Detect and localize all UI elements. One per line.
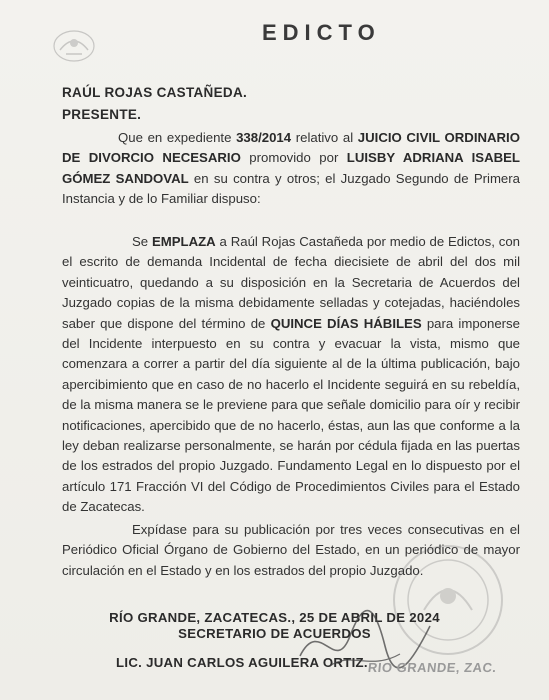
coat-of-arms-seal [52,28,96,64]
stamp-text: RIO GRANDE, ZAC. [367,660,498,675]
trial-type: JUICIO CIVIL ORDINARIO DE DIVORCIO NECESARIO [62,130,520,166]
place-and-date: RÍO GRANDE, ZACATECAS., 25 DE ABRIL DE 2024 [109,610,440,625]
addressee-salutation: PRESENTE. [62,107,142,122]
addressee-block [62,82,247,126]
paragraph-case-intro: Que en expediente 338/2014 relativo al JUICIO CIVIL ORDINARIO DE DIVORCIO NECESARIO promovido por LUISBY ADRIANA ISABEL GÓMEZ SANDOVAL en su contra y otros; el Juzgado Segundo de Primera Instancia y de lo Familiar dispuso: [62,130,520,207]
signer-name: LIC. JUAN CARLOS AGUILERA ORTIZ. [116,655,368,670]
paragraph-publication: Expídase para su publicación por tres veces consecutivas en el Periódico Oficial Órgano de Gobierno del Estado, en un periódico de mayor circulación en el Estado y en los estrados del propio Juzgado. [62,522,520,578]
term-days: QUINCE DÍAS HÁBILES [270,315,422,331]
plaintiff-name: LUISBY ADRIANA ISABEL GÓMEZ SANDOVAL [62,150,520,186]
summons-action: EMPLAZA [151,234,216,249]
paragraph-summons: Se EMPLAZA a Raúl Rojas Castañeda por medio de Edictos, con el escrito de demanda Incidental de fecha diecisiete de abril del dos mil veinticuatro, quedando a su disposición en la Secretaria de Acuerdos del Juzgado copias de la misma debidamente selladas y cotejadas, haciéndoles saber que dispone del término de QUINCE DÍAS HÁBILES para imponerse del Incidente interpuesto en su contra y evacuar la vista, mismo que comenzara a correr a partir del día siguiente al de la última publicación, bajo apercibimiento que en caso de no hacerlo el Incidente seguirá en su rebeldía, de la misma manera se le previene para que señale domicilio para oír y recibir notificaciones, apercibido que de no hacerlo, éstas, aun las que conforme a la ley deban realizarse personalmente, se harán por cédula fijada en las puertas de los estrados del propio Juzgado. Fundamento Legal en lo dispuesto por el artículo 171 Fracción VI del Código de Procedimientos Civiles para el Estado de Zacatecas. [62,234,520,515]
document-title: EDICTO [262,20,381,45]
case-number: 338/2014 [236,130,292,145]
addressee-name: RAÚL ROJAS CASTAÑEDA. [62,85,248,100]
signer-position: SECRETARIO DE ACUERDOS [178,626,371,641]
